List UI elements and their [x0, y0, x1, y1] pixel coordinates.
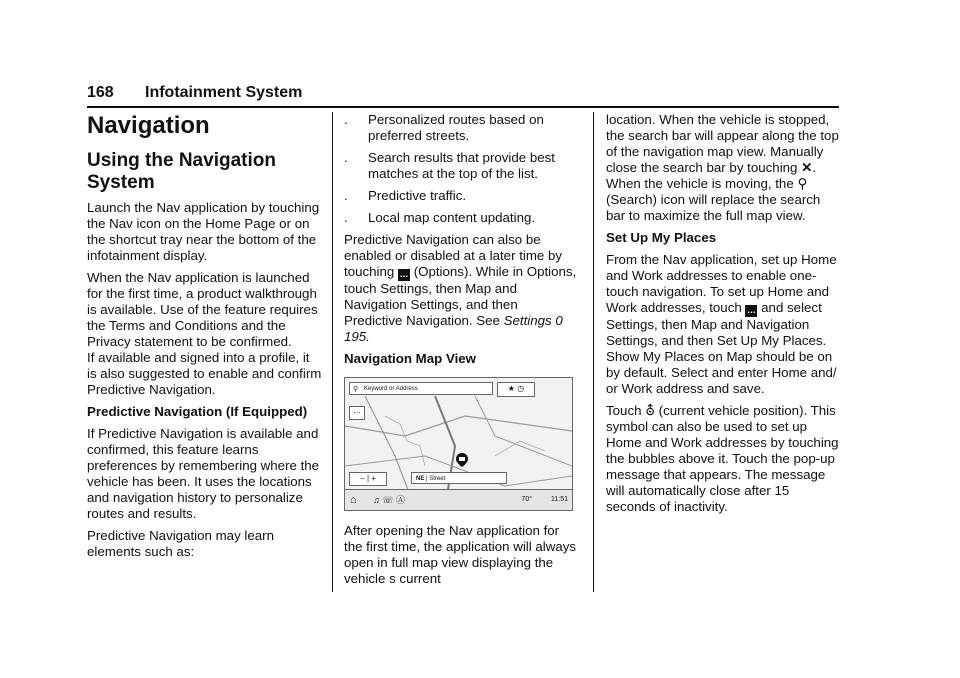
options-icon: … — [399, 269, 409, 279]
cross-reference-link[interactable]: Settings — [503, 313, 552, 328]
paragraph: If Predictive Navigation is available and confirmed, this feature learns preferences by remembering where the vehicle has been. It uses the locations and navigation history to personalize routes and results. — [87, 426, 320, 521]
home-icon[interactable]: ⌂ — [350, 494, 357, 506]
vehicle-position-icon: ⛢ — [645, 403, 655, 418]
list-item-text: Local map content updating. — [368, 210, 536, 225]
subsection-title: Using the Navigation System — [87, 150, 276, 193]
list-item-text: Search results that provide best matches at the top of the list. — [368, 150, 555, 181]
search-placeholder: Keyword or Address — [364, 386, 418, 392]
search-input[interactable] — [349, 382, 493, 395]
clock-icon[interactable]: ◷ — [517, 384, 525, 393]
paragraph: Predictive Navigation may learn elements such as: — [87, 528, 274, 559]
search-icon: ⚲ — [797, 176, 808, 191]
paragraph: After opening the Nav application for the first time, the application will always open in full map view displaying the vehicle s current — [344, 523, 577, 586]
column-divider — [593, 112, 594, 592]
options-icon: … — [746, 305, 756, 315]
navigation-map-figure — [344, 377, 573, 511]
zoom-controls[interactable]: − | + — [349, 472, 387, 486]
column-divider — [332, 112, 333, 592]
paragraph-text: and select Settings, then Map and Navigation Settings, and then Set Up My Places. Show My Places on Map should be on by default. Select and enter Home and/ or Work address and save. — [606, 300, 837, 396]
bullet-mark: . — [344, 150, 348, 165]
list-item-text: Predictive traffic. — [368, 188, 467, 203]
paragraph-text: Touch — [606, 403, 642, 418]
favorites-recents-buttons[interactable] — [497, 382, 535, 397]
clock-readout: 11:51 — [551, 496, 568, 503]
paragraph — [606, 403, 841, 515]
paragraph — [344, 232, 579, 345]
zoom-in-icon[interactable]: + — [371, 474, 376, 483]
subheading: Set Up My Places — [606, 230, 717, 245]
paragraph: Launch the Nav application by touching the Nav icon on the Home Page or on the shortcut tray near the bottom of the infotainment display. — [87, 200, 320, 263]
paragraph-text: . When the vehicle is moving, the — [606, 160, 817, 191]
cross-reference-page[interactable]: 0 195. — [344, 313, 563, 344]
paragraph — [606, 252, 841, 397]
heading-indicator: NE — [416, 476, 425, 482]
list-item — [344, 210, 579, 226]
page-number: 168 — [87, 84, 114, 101]
column-2 — [344, 112, 579, 593]
shortcut-tray — [345, 489, 572, 510]
list-item — [344, 188, 579, 204]
street-name: Street — [429, 476, 446, 482]
paragraph: If available and signed into a profile, it is also suggested to enable and confirm Predictive Navigation. — [87, 350, 322, 397]
paragraph: When the Nav application is launched for the first time, a product walkthrough is available. Use of the feature requires the Terms and Conditions and the Privacy statement to be confirmed. — [87, 270, 318, 349]
section-title: Navigation — [87, 112, 210, 139]
shortcut-app-icons[interactable]: ♫ ☏ Ⓐ — [373, 495, 406, 505]
search-icon: ⚲ — [353, 386, 359, 393]
current-street-bar: NE | Street — [411, 472, 507, 484]
paragraph-text: (current vehicle position). This symbol can also be used to set up Home and Work addresses by touching the bubbles above it. Touch the pop-up message that appears. The message will automatically close after 15 seconds of inactivity. — [606, 403, 839, 514]
list-item — [344, 112, 579, 144]
close-icon: ✕ — [801, 160, 813, 175]
outside-temperature: 70° — [521, 496, 532, 503]
vehicle-position-icon[interactable] — [455, 452, 469, 468]
column-3 — [606, 112, 841, 521]
options-button[interactable]: … — [349, 406, 365, 420]
paragraph-text: (Options). While in Options, touch Settings, then Map and Navigation Settings, and then Predictive Navigation. See — [344, 264, 577, 328]
list-item-text: Personalized routes based on preferred streets. — [368, 112, 544, 143]
list-item — [344, 150, 579, 182]
subheading: Navigation Map View — [344, 351, 477, 366]
bullet-mark: . — [344, 188, 348, 203]
zoom-out-icon[interactable]: − — [360, 474, 365, 483]
running-title: Infotainment System — [145, 84, 303, 101]
star-icon[interactable]: ★ — [507, 384, 515, 393]
column-1 — [87, 112, 322, 566]
paragraph-text: From the Nav application, set up Home and Work addresses to enable one-touch navigation. To set up Home and Work addresses, touch — [606, 252, 837, 315]
page-header — [87, 84, 839, 108]
bullet-mark: . — [344, 112, 348, 127]
subheading: Predictive Navigation (If Equipped) — [87, 404, 308, 419]
paragraph — [606, 112, 841, 224]
paragraph-text: location. When the vehicle is stopped, the search bar will appear along the top of the navigation map view. Manually close the search bar by touching — [606, 112, 839, 175]
paragraph-text: (Search) icon will replace the search bar to maximize the full map view. — [606, 192, 821, 223]
paragraph-text: Predictive Navigation can also be enabled or disabled at a later time by touching — [344, 232, 563, 279]
bullet-mark: . — [344, 210, 348, 225]
